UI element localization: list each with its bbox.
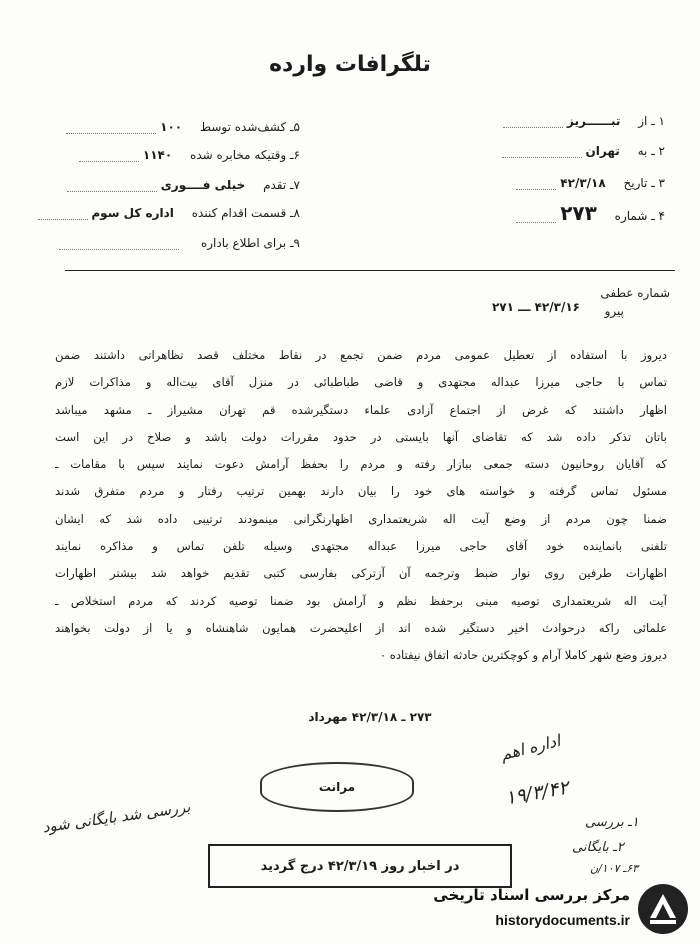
body-line: اظهار داشتند که غرض از اجتماع آزادی علماء دستگیرشده قم تهران مشیراز ـ مشهد میباشد — [55, 402, 667, 417]
field-value: خیلی فــــوری — [160, 178, 246, 192]
body-line: تماس با حاجی میرزا عبداله مجتهدی و قاضی طباطبائی در منزل آقای بیت‌اله و مذاکرات لازم — [55, 375, 667, 390]
handwritten-top-note: اداره اهم — [498, 730, 563, 765]
field-date — [516, 176, 665, 190]
closing-signature: ۲۷۳ ـ ۴۲/۳/۱۸ مهرداد — [308, 710, 432, 724]
field-label: ۱ ـ از — [638, 114, 665, 128]
field-value: ۴۲/۳/۱۸ — [560, 176, 606, 190]
field-label: ۳ ـ تاریخ — [623, 176, 665, 190]
archive-logo-icon — [636, 882, 690, 936]
field-value: ۱۰۰ — [160, 120, 183, 134]
field-label: ۹ـ برای اطلاع باداره — [200, 236, 300, 250]
watermark-title: مرکز بررسی اسناد تاریخی — [433, 886, 630, 904]
reference-value: ۴۲/۳/۱۶ ـــ ۲۷۱ — [491, 300, 580, 314]
telegram-body — [55, 342, 667, 670]
field-decoded-by — [66, 120, 300, 134]
field-transmitted — [79, 148, 300, 162]
watermark-url: historydocuments.ir — [495, 912, 630, 928]
field-label: ۵ـ کشف‌شده توسط — [199, 120, 300, 134]
field-value: ۱۱۴۰ — [142, 148, 173, 162]
handwritten-code: ۶۳ـ ۱۰۷/ن — [590, 862, 639, 875]
field-to — [502, 144, 665, 158]
handwritten-list-2: ۲ـ بایگانی — [572, 840, 624, 855]
body-line: آیت اله شریعتمداری توصیه مبنی برحفظ نظم و آرامش بود ضمنا توصیه کردند که مردم استخلاص ـ — [55, 593, 667, 608]
field-action-dept — [38, 206, 300, 220]
body-line: ضمنا چون مردم از وضع آیت اله شریعتمداری اظهارنگرانی مینمودند ترتیبی داده شد که ایشان — [55, 511, 667, 526]
field-info-dept — [59, 236, 300, 250]
handwritten-left-note: بررسی شد بایگانی شود — [41, 797, 192, 837]
reference-label-2: پیرو — [604, 304, 624, 318]
field-from — [503, 114, 665, 128]
field-value: تهران — [585, 144, 620, 158]
field-value: اداره کل سوم — [91, 206, 174, 220]
reference-label-1: شماره عطفی — [600, 286, 670, 300]
handwritten-date: ۱۹/۳/۴۲ — [503, 776, 571, 810]
field-label: ۲ ـ به — [637, 144, 665, 158]
field-priority — [67, 178, 300, 192]
body-line: مسئول تماس گرفته و خواسته های خود را بیان دارند بهمین ترتیب رفتار و مردم متفرق شدند — [55, 484, 667, 499]
field-label: ۷ـ تقدم — [263, 178, 300, 192]
field-value: ۲۷۳ — [560, 201, 597, 225]
body-line: علمائی راکه درحوادث اخیر دستگیر شده اند از اعلیحضرت همایون شاهنشاه و یا از دولت بخواهند — [55, 620, 667, 635]
header-divider — [65, 270, 675, 271]
field-number — [516, 201, 665, 225]
body-line: دیروز وضع شهر کاملا آرام و کوچکترین حادثه اتفاق نیفتاده ۰ — [379, 648, 667, 663]
field-label: ۴ ـ شماره — [614, 209, 665, 223]
handwritten-list-1: ۱ـ بررسی — [585, 815, 639, 830]
body-line: اظهارات طرفین روی نوار ضبط وترجمه آن آزترکی بفارسی کتبی تقدیم خواهد شد بیشتر اظهارات — [55, 566, 667, 581]
body-line: دیروز با استفاده از تعطیل عمومی مردم ضمن تجمع در نقاط مختلف قصد تظاهراتی داشتند ضمن — [55, 348, 667, 362]
field-label: ۶ـ وقتیکه مخابره شده — [190, 148, 300, 162]
field-value: تبــــــریز — [566, 114, 621, 128]
office-stamp: مرانت — [260, 762, 414, 812]
watermark — [400, 876, 700, 944]
document-title: تلگرافات وارده — [269, 52, 431, 77]
body-line: که آقایان روحانیون دسته جمعی ببازار رفته و مردم را بحفظ آرامش دعوت نمایند سپس با مقامات ـ — [55, 457, 667, 472]
body-line: تلفنی بانماینده خود آقای حاجی میرزا عبداله مجتهدی وسیله تلفن تماس و مذاکره نمایند — [55, 539, 667, 554]
archive-box: در اخبار روز ۴۲/۳/۱۹ درج گردید — [208, 844, 512, 888]
field-label: ۸ـ قسمت اقدام کننده — [191, 206, 300, 220]
body-line: باتان تذکر داده شد که تقاضای آنها بایستی در حدود مقررات دولت باشد و صلاح در این است — [55, 429, 667, 444]
